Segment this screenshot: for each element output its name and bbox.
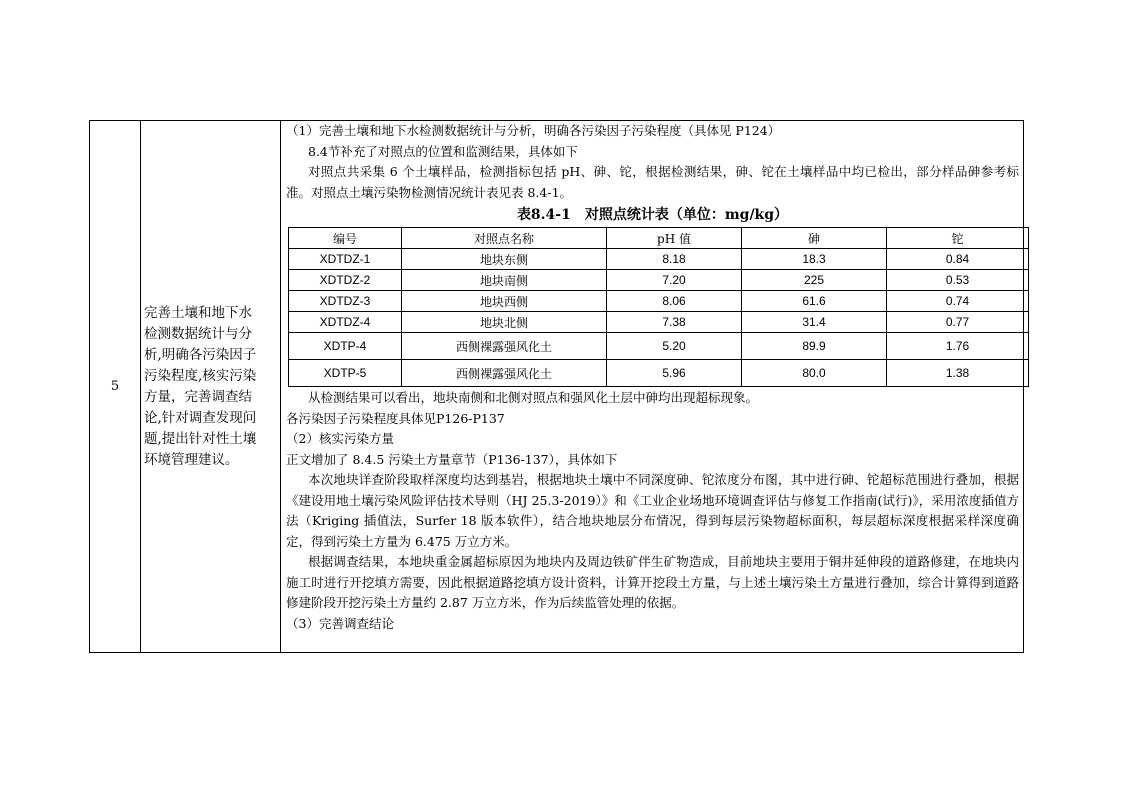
table-cell: XDTDZ-3: [289, 291, 402, 312]
table-row: [289, 360, 1029, 387]
paragraph: 本次地块详查阶段取样深度均达到基岩，根据地块土壤中不同深度砷、铊浓度分布图，其中进行砷、铊超标范围进行叠加，根据《建设用地土壤污染风险评估技术导则（HJ 25.3-2019）》和《工业企业场地环境调查评估与修复工作指南(试行)》，采用浓度插值方法（Kriging 插值法，Surfer 18 版本软件），结合地块地层分布情况，得到每层污染物超标面积，每层超标深度根据采样深度确定，得到污染土方量为 6.475 万立方米。: [286, 472, 1019, 549]
table-row: [289, 249, 1029, 270]
row-number: 5: [90, 121, 141, 653]
table-cell: 1.38: [887, 360, 1029, 387]
paragraph: 对照点共采集 6 个土壤样品，检测指标包括 pH、砷、铊，根据检测结果，砷、铊在土壤样品中均已检出，部分样品砷参考标准。对照点土壤污染物检测情况统计表见表 8.4-1。: [286, 164, 1019, 200]
table-cell: 0.84: [887, 249, 1029, 270]
table-cell: 地块东侧: [402, 249, 607, 270]
paragraph: 正文增加了 8.4.5 污染土方量章节（P136-137），具体如下: [286, 451, 618, 467]
paragraph: 从检测结果可以看出，地块南侧和北侧对照点和强风化土层中砷均出现超标现象。: [308, 390, 759, 405]
table-row: [289, 312, 1029, 333]
response-cell: [281, 121, 1024, 653]
table-cell: 31.4: [742, 312, 887, 333]
table-cell: 80.0: [742, 360, 887, 387]
table-cell: 0.77: [887, 312, 1029, 333]
table-cell: 5.96: [607, 360, 742, 387]
table-cell: 8.06: [607, 291, 742, 312]
header-cell: 对照点名称: [402, 228, 607, 249]
table-cell: XDTP-5: [289, 360, 402, 387]
table-row: [289, 333, 1029, 360]
table-cell: 7.20: [607, 270, 742, 291]
table-cell: 7.38: [607, 312, 742, 333]
item-line: 析,明确各污染因子: [144, 346, 257, 363]
paragraph: 各污染因子污染程度具体见P126-P137: [286, 410, 505, 426]
table-cell: 西侧裸露强风化土: [402, 333, 607, 360]
table-cell: 8.18: [607, 249, 742, 270]
item-line: 方量，完善调查结: [144, 388, 252, 405]
paragraph: 根据调查结果，本地块重金属超标原因为地块内及周边铁矿伴生矿物造成，目前地块主要用于铜井延伸段的道路修建，在地块内施工时进行开挖填方需要，因此根据道路挖填方设计资料，计算开挖段土方量，与上述土壤污染土方量进行叠加，综合计算得到道路修建阶段开挖污染土方量约 2.87 万立方米，作为后续监管处理的依据。: [286, 554, 1019, 610]
item-line: 论,针对调查发现问: [144, 409, 257, 426]
table-cell: XDTP-4: [289, 333, 402, 360]
table-cell: XDTDZ-1: [289, 249, 402, 270]
table-row: [289, 291, 1029, 312]
item-line: 完善土壤和地下水: [144, 304, 252, 321]
header-cell: 铊: [887, 228, 1029, 249]
header-cell: 编号: [289, 228, 402, 249]
review-item-cell: [141, 121, 281, 653]
table-cell: 0.74: [887, 291, 1029, 312]
paragraph: 8.4节补充了对照点的位置和监测结果，具体如下: [308, 143, 578, 159]
item-line: 环境管理建议。: [144, 451, 239, 468]
table-cell: 89.9: [742, 333, 887, 360]
table-cell: 18.3: [742, 249, 887, 270]
review-table: [89, 120, 1024, 653]
table-cell: XDTDZ-2: [289, 270, 402, 291]
header-cell: 砷: [742, 228, 887, 249]
table-cell: XDTDZ-4: [289, 312, 402, 333]
section-heading-1: （1）完善土壤和地下水检测数据统计与分析，明确各污染因子污染程度（具体见 P124）: [286, 123, 781, 138]
table-cell: 225: [742, 270, 887, 291]
table-cell: 1.76: [887, 333, 1029, 360]
table-row: [289, 270, 1029, 291]
table-cell: 61.6: [742, 291, 887, 312]
table-title: 表8.4-1 对照点统计表（单位：mg/kg）: [516, 207, 789, 223]
table-header-row: [289, 228, 1029, 249]
table-cell: 地块西侧: [402, 291, 607, 312]
section-heading-3: （3）完善调查结论: [286, 615, 394, 631]
item-line: 检测数据统计与分: [144, 325, 252, 342]
item-line: 污染程度,核实污染: [144, 367, 257, 384]
table-cell: 5.20: [607, 333, 742, 360]
header-cell: pH 值: [607, 228, 742, 249]
table-cell: 西侧裸露强风化土: [402, 360, 607, 387]
item-line: 题,提出针对性土壤: [144, 430, 257, 447]
table-cell: 地块北侧: [402, 312, 607, 333]
control-point-table: [288, 227, 1029, 387]
table-cell: 地块南侧: [402, 270, 607, 291]
section-heading-2: （2）核实污染方量: [286, 431, 394, 446]
table-cell: 0.53: [887, 270, 1029, 291]
